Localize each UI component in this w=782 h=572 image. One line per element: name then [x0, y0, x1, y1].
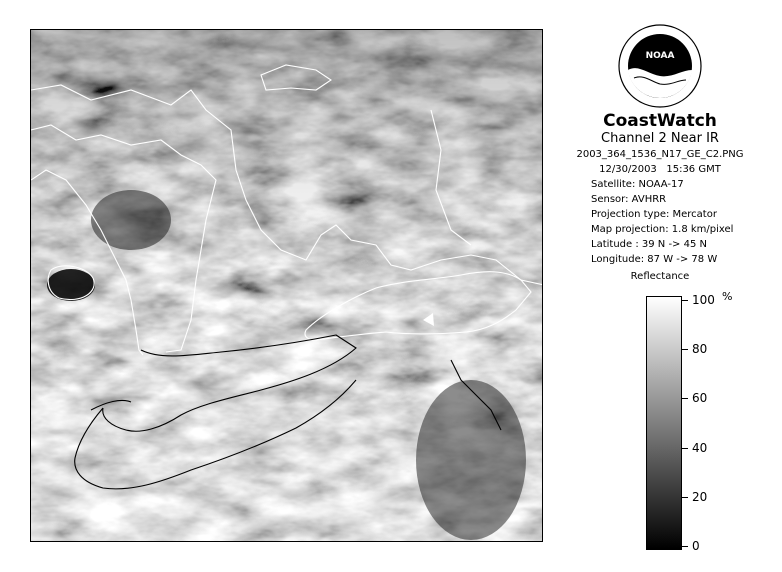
- metadata-item: Longitude: 87 W -> 78 W: [591, 254, 718, 265]
- time-text: 15:36 GMT: [666, 164, 721, 175]
- dark-water-patch: [47, 269, 95, 301]
- metadata-item: Projection type: Mercator: [591, 209, 717, 220]
- date-text: 12/30/2003: [599, 164, 657, 175]
- colorbar-tick: [682, 349, 688, 350]
- colorbar-tick-label: 100: [692, 293, 715, 307]
- colorbar-tick: [682, 398, 688, 399]
- colorbar-tick-label: 0: [692, 539, 700, 553]
- metadata-item: Satellite: NOAA-17: [591, 179, 684, 190]
- reflectance-colorbar: [646, 296, 682, 550]
- colorbar-tick-label: 40: [692, 441, 708, 455]
- dark-water-patch: [91, 190, 171, 250]
- metadata-item: Latitude : 39 N -> 45 N: [591, 239, 707, 250]
- colorbar-tick: [682, 497, 688, 498]
- colorbar-tick-label: 60: [692, 391, 708, 405]
- satellite-image: [30, 29, 543, 542]
- colorbar-tick: [682, 448, 688, 449]
- file-name: 2003_364_1536_N17_GE_C2.PNG: [576, 149, 744, 160]
- colorbar-tick-label: 80: [692, 342, 708, 356]
- satellite-image-svg: [31, 30, 543, 542]
- metadata-list: [560, 177, 760, 267]
- legend-title: Reflectance: [630, 271, 690, 282]
- colorbar-tick: [682, 546, 688, 547]
- info-panel: [560, 112, 760, 267]
- dark-land-region: [416, 380, 526, 540]
- metadata-item: Sensor: AVHRR: [591, 194, 667, 205]
- date-time: [560, 162, 760, 177]
- colorbar-tick-label: 20: [692, 490, 708, 504]
- legend-unit: %: [722, 290, 733, 303]
- channel-subtitle: Channel 2 Near IR: [601, 131, 719, 146]
- colorbar-tick: [682, 300, 688, 301]
- page-title: CoastWatch: [603, 111, 717, 131]
- noaa-logo: [618, 24, 702, 108]
- logo-text: NOAA: [645, 51, 675, 61]
- metadata-item: Map projection: 1.8 km/pixel: [591, 224, 734, 235]
